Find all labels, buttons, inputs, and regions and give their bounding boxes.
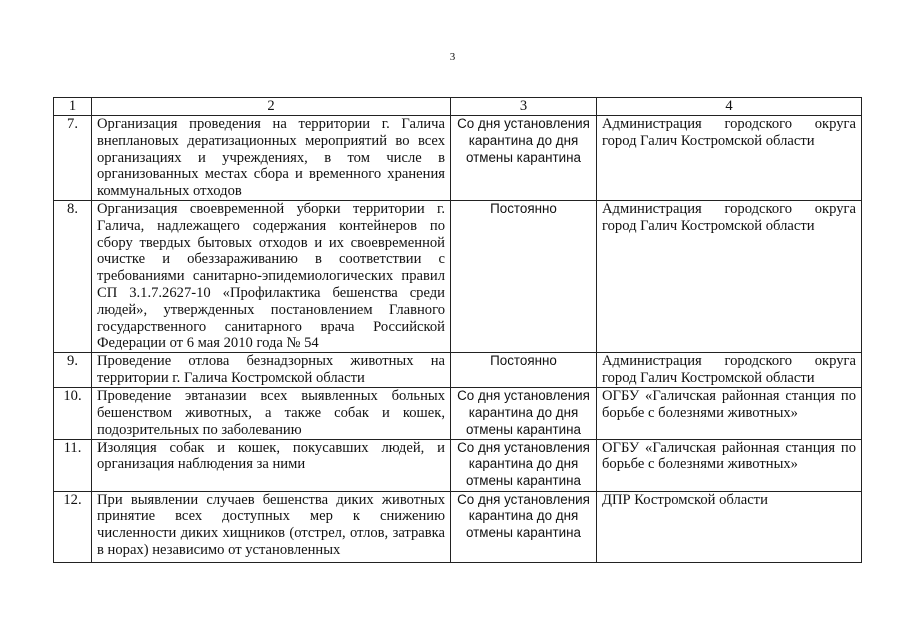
term-text: Со дня установления карантина до дня отмены карантина [451, 116, 597, 201]
row-number: 10. [54, 388, 92, 439]
responsible-text: ОГБУ «Галичская районная станция по борьбе с болезнями животных» [597, 439, 862, 491]
table-row [54, 116, 862, 201]
measure-text: Изоляция собак и кошек, покусавших людей, и организация наблюдения за ними [92, 439, 451, 491]
measure-text: Проведение эвтаназии всех выявленных больных бешенством животных, а также собак и кошек, подозрительных по заболеванию [92, 388, 451, 439]
responsible-text: Администрация городского округа город Галич Костромской области [597, 201, 862, 353]
term-text: Постоянно [451, 353, 597, 388]
table-row [54, 439, 862, 491]
table-header-row [54, 98, 862, 116]
header-col-4: 4 [597, 98, 862, 116]
row-number: 11. [54, 439, 92, 491]
table-row [54, 353, 862, 388]
table-row [54, 388, 862, 439]
term-text: Постоянно [451, 201, 597, 353]
measures-table [53, 97, 862, 563]
responsible-text: ДПР Костромской области [597, 491, 862, 562]
row-number: 12. [54, 491, 92, 562]
table-row [54, 201, 862, 353]
header-col-3: 3 [451, 98, 597, 116]
term-text: Со дня установления карантина до дня отмены карантина [451, 388, 597, 439]
measure-text: При выявлении случаев бешенства диких животных принятие всех доступных мер к снижению численности диких хищников (отстрел, отлов, затравка в норах) независимо от установленных [92, 491, 451, 562]
header-col-2: 2 [92, 98, 451, 116]
responsible-text: Администрация городского округа город Галич Костромской области [597, 116, 862, 201]
term-text: Со дня установления карантина до дня отмены карантина [451, 491, 597, 562]
row-number: 7. [54, 116, 92, 201]
responsible-text: Администрация городского округа город Галич Костромской области [597, 353, 862, 388]
row-number: 9. [54, 353, 92, 388]
measure-text: Организация проведения на территории г. Галича внеплановых дератизационных мероприятий во всех организациях и учреждениях, в том числе в организованных местах сбора и временного хранения коммунальных отходов [92, 116, 451, 201]
table-row [54, 491, 862, 562]
term-text: Со дня установления карантина до дня отмены карантина [451, 439, 597, 491]
measure-text: Организация своевременной уборки территории г. Галича, надлежащего содержания контейнеров по сбору твердых бытовых отходов и их своевременной очистке и обеззараживанию в соответствии с требованиями санитарно-эпидемиологических правил СП 3.1.7.2627-10 «Профилактика бешенства среди людей», утвержденных постановлением Главного государственного санитарного врача Российской Федерации от 6 мая 2010 года № 54 [92, 201, 451, 353]
row-number: 8. [54, 201, 92, 353]
responsible-text: ОГБУ «Галичская районная станция по борьбе с болезнями животных» [597, 388, 862, 439]
header-col-1: 1 [54, 98, 92, 116]
measure-text: Проведение отлова безнадзорных животных на территории г. Галича Костромской области [92, 353, 451, 388]
page-number: 3 [449, 51, 456, 63]
